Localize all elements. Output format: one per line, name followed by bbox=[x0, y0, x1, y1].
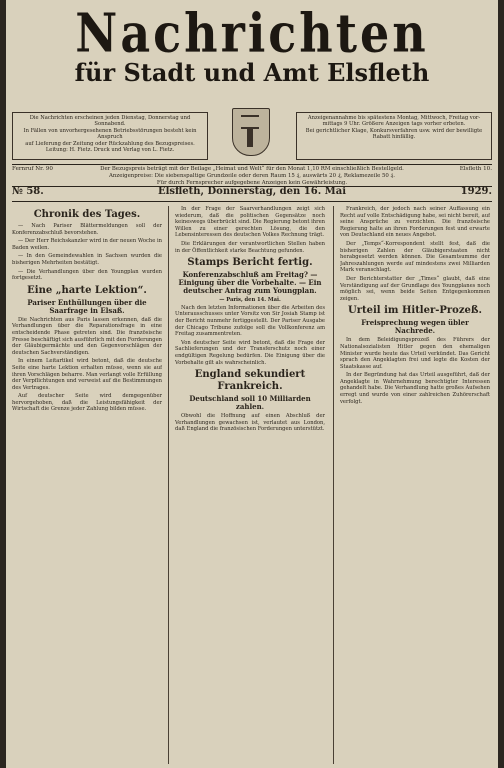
subheadline-lektion: Pariser Enthüllungen über die Saarfrage in Elsaß. bbox=[27, 297, 147, 315]
info-line: Leitung: H. Fietz. Druck und Verlag von L. Fietz. bbox=[45, 147, 175, 154]
info-line: Rabatt hinfällig. bbox=[372, 134, 416, 141]
article-paragraph: In dem Beleidigungsprozeß des Führers der Nationalsozialisten Hitler gegen den ehemaligen Minister wurde heute das Urteil verkündet. Das Gericht sprach den Angeklagten frei und legte die Kosten der Staatskasse auf. bbox=[340, 337, 490, 370]
price-line: Der Bezugspreis beträgt mit der Beilage „Heimat und Welt“ für den Monat 1,10 RM einschließlich Bestellgeld. bbox=[100, 166, 404, 172]
price-line: Anzeigenpreise: Die siebenspaltige Grundzeile oder deren Raum 15 ₰, auswärts 20 ₰, Reklamezeile 50 ₰. bbox=[109, 173, 395, 179]
publication-info-box bbox=[12, 112, 208, 160]
subheadline-stamp: Konferenzabschluß am Freitag? — Einigung über die Vorbehalte. — Ein deutscher Antrag zum Youngplan. bbox=[178, 270, 322, 296]
info-line: auf Lieferung der Zeitung oder Rückzahlung des Bezugspreises. bbox=[25, 140, 195, 147]
article-paragraph: Frankreich, der jedoch nach seiner Auffassung ein Recht auf volle Entschädigung habe, sei nicht bereit, auf seine Ansprüche zu verzichten. Die französische Regierung halte an ihren Forderungen fest und erwarte von Deutschland ein neues Angebot. bbox=[340, 206, 490, 239]
issue-dateline bbox=[12, 186, 492, 200]
chronik-item: — Der Herr Reichskanzler wird in der neuen Woche in Baden weilen. bbox=[12, 238, 162, 251]
article-paragraph: In der Frage der Saarverhandlungen zeigt sich wiederum, daß die politischen Gegensätze noch keineswegs überbrückt sind. Die Regierung betont ihren Willen zu einer gerechten Lösung, die den Lebensinteressen des deutschen Volkes Rechnung trägt. bbox=[175, 206, 325, 239]
divider bbox=[12, 164, 492, 165]
subheadline-urteil: Freisprechung wegen übler Nachrede. bbox=[361, 318, 469, 336]
info-line: Die Nachrichten erscheinen jeden Dienstag, Donnerstag und Sonnabend. bbox=[29, 115, 191, 128]
info-line: mittags 9 Uhr. Größere Anzeigen tags vorher erbeten. bbox=[322, 121, 466, 128]
article-dateline: — Paris, den 14. Mai. bbox=[219, 297, 281, 304]
article-paragraph: Obwohl die Hoffnung auf einen Abschluß der Verhandlungen gewachsen ist, verlautet aus London, daß England die französischen Forderungen unterstützt. bbox=[175, 413, 325, 433]
headline-stamp: Stamps Bericht fertig. bbox=[187, 257, 313, 269]
article-paragraph: Der „Temps“-Korrespondent stellt fest, daß die bisherigen Zahlen der Gläubigerstaaten nicht herabgesetzt werden können. Die Gesamtsumme der Jahreszahlungen werde auf mindestens zwei Milliarden Mark veranschlagt. bbox=[340, 240, 490, 274]
newspaper-title: Nachrichten bbox=[75, 1, 429, 65]
location-note: Elsfleth 10. bbox=[459, 166, 492, 172]
headline-lektion: Eine „harte Lektion“. bbox=[27, 284, 147, 296]
article-paragraph: Auf deutscher Seite wird demgegenüber hervorgehoben, daß die Leistungsfähigkeit der Wirtschaft die Grenze jeder Zahlung bilden müsse. bbox=[12, 393, 162, 413]
column-divider bbox=[168, 206, 169, 764]
issue-year: 1929. bbox=[460, 186, 492, 197]
headline-england: England sekundiert Frankreich. bbox=[194, 369, 306, 393]
issue-number: № 58. bbox=[12, 186, 44, 197]
divider bbox=[12, 201, 492, 202]
article-paragraph: Nach den letzten Informationen über die Arbeiten des Unterausschusses unter Vorsitz von Sir Josiah Stamp ist der Bericht nunmehr fertiggestellt. Der Pariser Ausgabe der Chicago Tribune zufolge soll die Vollkonferenz am Freitag zusammentreten. bbox=[175, 304, 325, 338]
info-line: In Fällen von unvorhergesehenen Betriebsstörungen besteht kein Anspruch bbox=[23, 127, 197, 141]
chronik-item: — In den Gemeindewahlen in Sachsen wurden die bisherigen Mehrheiten bestätigt. bbox=[12, 253, 162, 266]
newspaper-subtitle: für Stadt und Amt Elsfleth bbox=[74, 58, 430, 87]
headline-chronik: Chronik des Tages. bbox=[33, 209, 141, 220]
column-left bbox=[12, 206, 162, 766]
info-line: Bei gerichtlicher Klage, Konkursverfahren usw. wird der bewilligte bbox=[305, 127, 483, 134]
chronik-item: — Nach Pariser Blättermeldungen soll der Konferenzabschluß bevorstehen. bbox=[12, 223, 162, 236]
issue-date: Elsfleth, Donnerstag, den 16. Mai bbox=[157, 186, 347, 197]
chronik-item: — Die Verhandlungen über den Youngplan wurden fortgesetzt. bbox=[12, 268, 162, 282]
phone-note: Fernruf Nr. 90 bbox=[12, 166, 53, 172]
article-paragraph: In einem Leitartikel wird betont, daß die deutsche Seite eine harte Lektion erhalten müsse, wenn sie auf ihren Vorschlägen beharre. Man verlangt volle Erfüllung der Verpflichtungen und verweist auf die Bestimmungen des Vertrages. bbox=[12, 358, 162, 391]
masthead bbox=[6, 1, 498, 92]
coat-of-arms-icon bbox=[232, 108, 270, 156]
column-divider bbox=[333, 206, 334, 764]
column-right bbox=[340, 206, 490, 766]
article-paragraph: Von deutscher Seite wird betont, daß die Frage der Sachlieferungen und der Transferschutz noch einer endgültigen Regelung bedürfen. Die Einigung über die Vorbehalte gilt als wahrscheinlich. bbox=[175, 339, 325, 366]
article-paragraph: Der Berichterstatter der „Times“ glaubt, daß eine Verständigung auf der Grundlage des Youngplanes noch möglich sei, wenn beide Seiten Entgegenkommen zeigen. bbox=[340, 275, 490, 302]
newspaper-page bbox=[6, 0, 498, 768]
advertising-info-box bbox=[296, 112, 492, 160]
column-middle bbox=[175, 206, 325, 766]
article-paragraph: In der Begründung hat das Urteil ausgeführt, daß der Angeklagte in Wahrnehmung berechtigter Interessen gehandelt habe. Die Verhandlung hatte großes Aufsehen erregt und wurde von einer zahlreichen Zuhörerschaft verfolgt. bbox=[340, 372, 490, 405]
price-line: Für durch Fernsprecher aufgegebene Anzeigen kein Gewährleistung. bbox=[156, 180, 348, 186]
article-paragraph: Die Nachrichten aus Paris lassen erkennen, daß die Verhandlungen über die Reparationsfrage in eine entscheidende Phase getreten sind. Die französische Presse beschäftigt sich ausführlich mit den Forderungen der Gläubigermächte und den Gegenvorschlägen der deutschen Sachverständigen. bbox=[12, 316, 162, 356]
price-info bbox=[12, 166, 492, 187]
article-paragraph: Die Erklärungen der verantwortlichen Stellen haben in der Öffentlichkeit starke Beachtung gefunden. bbox=[175, 240, 325, 254]
info-line: Anzeigenannahme bis spätestens Montag, Mittwoch, Freitag vor- bbox=[307, 115, 481, 121]
headline-urteil: Urteil im Hitler-Prozeß. bbox=[348, 305, 482, 317]
subheadline-england: Deutschland soll 10 Milliarden zahlen. bbox=[189, 394, 311, 412]
